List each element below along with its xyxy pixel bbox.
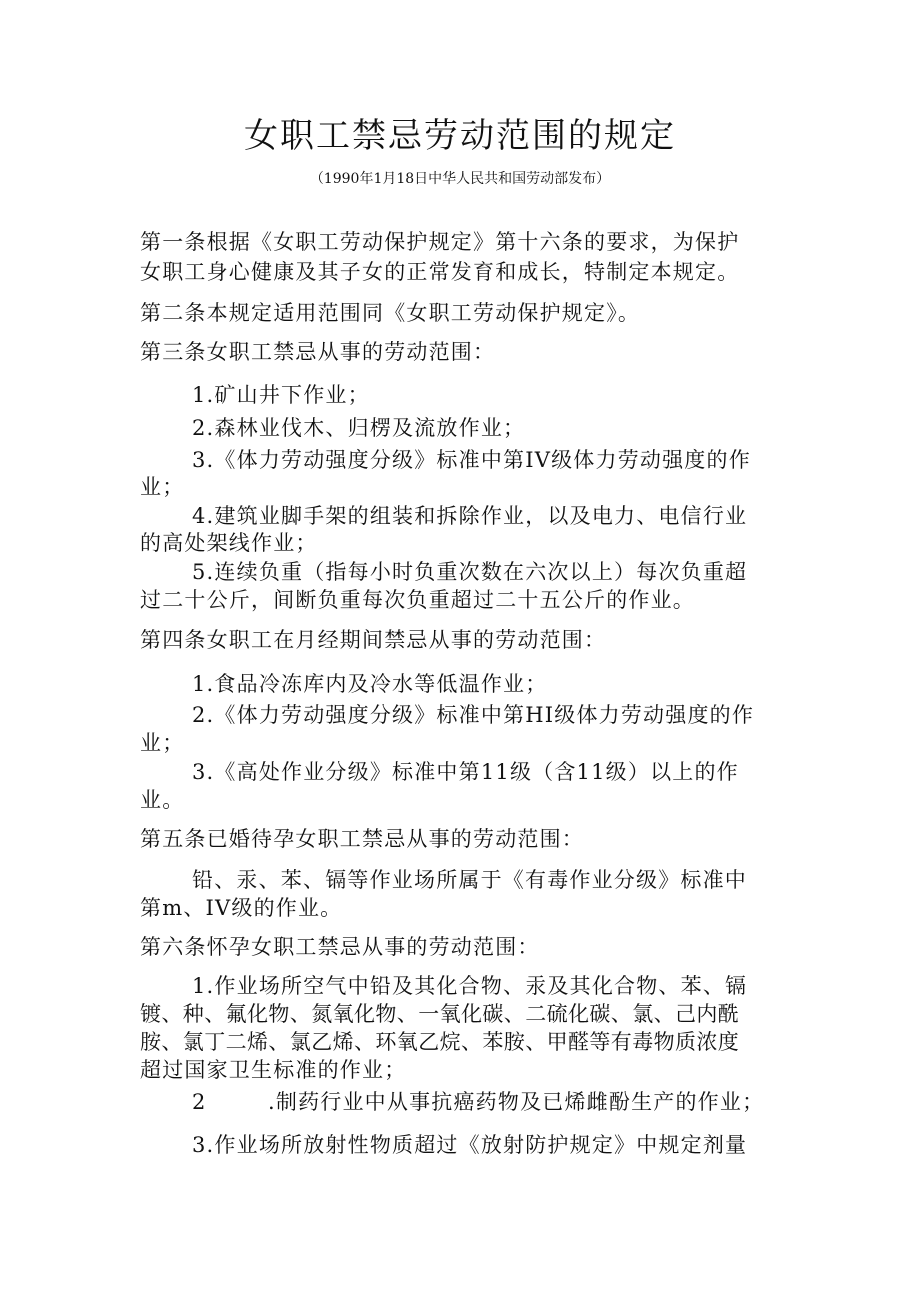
article-4-item-2-line-1: 2.《体力劳动强度分级》标准中第HI级体力劳动强度的作 (192, 703, 755, 727)
article-1-line-1: 第一条根据《女职工劳动保护规定》第十六条的要求，为保护 (140, 230, 740, 254)
article-5-heading: 第五条已婚待孕女职工禁忌从事的劳动范围： (140, 827, 584, 851)
document-title: 女职工禁忌劳动范围的规定 (244, 116, 676, 156)
article-4-item-3-line-2: 业。 (140, 788, 185, 812)
article-6-item-2-text: .制药行业中从事抗癌药物及已烯雌酚生产的作业； (268, 1090, 765, 1114)
article-3-item-3-line-2: 业； (140, 475, 185, 499)
article-6-heading: 第六条怀孕女职工禁忌从事的劳动范围： (140, 935, 540, 959)
article-2: 第二条本规定适用范围同《女职工劳动保护规定》。 (140, 301, 641, 325)
article-3-item-4-line-2: 的高处架线作业； (140, 531, 318, 555)
article-3-item-3-line-1: 3.《体力劳动强度分级》标准中第IV级体力劳动强度的作 (192, 448, 751, 472)
document-subtitle: （1990年1月18日中华人民共和国劳动部发布） (309, 171, 611, 187)
article-3-item-1: 1.矿山井下作业； (192, 383, 370, 407)
article-6-item-2-number: 2 (192, 1090, 207, 1114)
article-5-text-line-1: 铅、汞、苯、镉等作业场所属于《有毒作业分级》标准中 (192, 868, 747, 892)
article-6-item-1-line-3: 胺、氯丁二烯、氯乙烯、环氧乙烷、苯胺、甲醛等有毒物质浓度 (140, 1030, 740, 1054)
article-3-item-2: 2.森林业伐木、归楞及流放作业； (192, 416, 526, 440)
article-4-item-3-line-1: 3.《高处作业分级》标准中第11级（含11级）以上的作 (192, 760, 739, 784)
article-1-line-2: 女职工身心健康及其子女的正常发育和成长，特制定本规定。 (140, 260, 740, 284)
article-6-item-1-line-1: 1.作业场所空气中铅及其化合物、汞及其化合物、苯、镉 (192, 974, 748, 998)
article-3-heading: 第三条女职工禁忌从事的劳动范围： (140, 340, 496, 364)
article-6-item-3-line-1: 3.作业场所放射性物质超过《放射防护规定》中规定剂量 (192, 1133, 748, 1157)
article-4-item-2-line-2: 业； (140, 731, 185, 755)
article-3-item-5-line-2: 过二十公斤，间断负重每次负重超过二十五公斤的作业。 (140, 588, 695, 612)
article-5-text-line-2: 第m、IV级的作业。 (140, 896, 343, 920)
article-6-item-1-line-2: 镀、种、氟化物、氮氧化物、一氧化碳、二硫化碳、氯、己内酰 (140, 1002, 740, 1026)
article-6-item-1-line-4: 超过国家卫生标准的作业； (140, 1058, 407, 1082)
article-4-heading: 第四条女职工在月经期间禁忌从事的劳动范围： (140, 628, 607, 652)
article-3-item-5-line-1: 5.连续负重（指每小时负重次数在六次以上）每次负重超 (192, 560, 748, 584)
article-4-item-1: 1.食品冷冻库内及冷水等低温作业； (192, 672, 548, 696)
article-3-item-4-line-1: 4.建筑业脚手架的组装和拆除作业，以及电力、电信行业 (192, 504, 748, 528)
